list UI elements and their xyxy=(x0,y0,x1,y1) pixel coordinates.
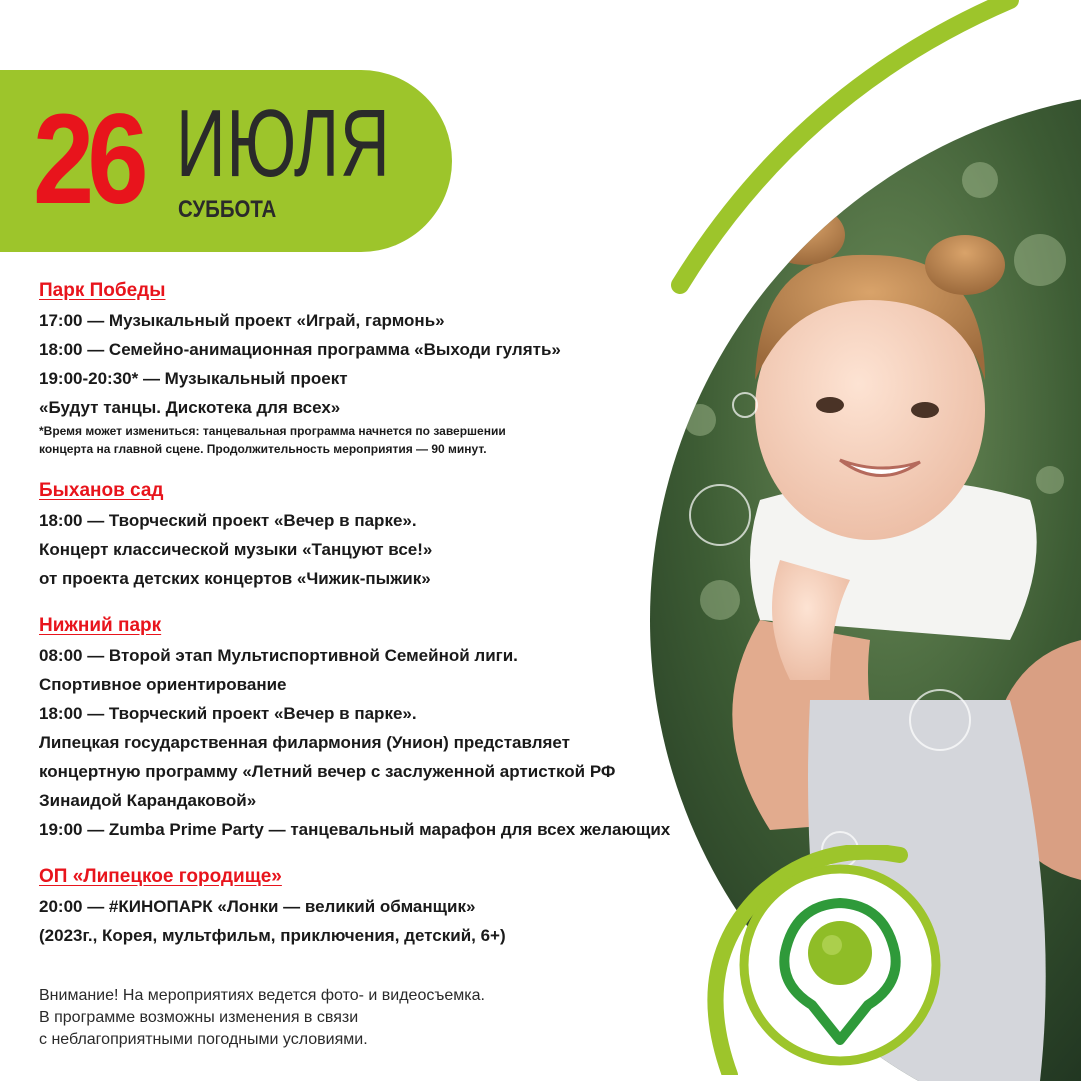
venue-title: Парк Победы xyxy=(39,280,166,301)
venue-park-pobedy xyxy=(39,280,739,458)
event-line: 08:00 — Второй этап Мультиспортивной Семейной лиги. xyxy=(39,646,518,665)
date-day: 26 xyxy=(33,88,142,231)
event-schedule xyxy=(39,280,739,972)
venue-bykhanov-sad xyxy=(39,480,739,593)
event-line: 18:00 — Творческий проект «Вечер в парке». xyxy=(39,511,417,530)
event-line: Концерт классической музыки «Танцуют все!» xyxy=(39,540,433,559)
event-line: 19:00 — Zumba Prime Party — танцевальный марафон для всех желающих xyxy=(39,820,671,839)
event-line: 18:00 — Семейно-анимационная программа «Выходи гулять» xyxy=(39,340,561,359)
date-weekday: СУББОТА xyxy=(178,196,277,223)
event-line: концертную программу «Летний вечер с заслуженной артисткой РФ xyxy=(39,762,616,781)
event-line: Зинаидой Карандаковой» xyxy=(39,791,257,810)
date-month: ИЮЛЯ xyxy=(176,90,391,197)
venue-nizhniy-park xyxy=(39,615,739,844)
event-line: 17:00 — Музыкальный проект «Играй, гармонь» xyxy=(39,311,445,330)
event-line: 19:00-20:30* — Музыкальный проект xyxy=(39,369,348,388)
event-line: (2023г., Корея, мультфильм, приключения, детский, 6+) xyxy=(39,926,506,945)
event-line: от проекта детских концертов «Чижик-пыжик» xyxy=(39,569,431,588)
venue-lipetskoe-gorodishche xyxy=(39,866,739,950)
venue-title: ОП «Липецкое городище» xyxy=(39,866,282,887)
event-line: Спортивное ориентирование xyxy=(39,675,287,694)
event-line: Липецкая государственная филармония (Унион) представляет xyxy=(39,733,570,752)
event-line: 20:00 — #КИНОПАРК «Лонки — великий обманщик» xyxy=(39,897,476,916)
location-pin-icon xyxy=(700,845,960,1075)
venue-title: Нижний парк xyxy=(39,615,162,636)
venue-title: Быханов сад xyxy=(39,480,164,501)
event-note: *Время может измениться: танцевальная программа начнется по завершении xyxy=(39,424,506,438)
event-line: «Будут танцы. Дискотека для всех» xyxy=(39,398,341,417)
disclaimer xyxy=(39,985,599,1051)
disclaimer-line: Внимание! На мероприятиях ведется фото- и видеосъемка. xyxy=(39,987,485,1004)
disclaimer-line: В программе возможны изменения в связи xyxy=(39,1009,359,1026)
event-note: концерта на главной сцене. Продолжительность мероприятия — 90 минут. xyxy=(39,442,487,456)
event-line: 18:00 — Творческий проект «Вечер в парке». xyxy=(39,704,417,723)
disclaimer-line: с неблагоприятными погодными условиями. xyxy=(39,1031,368,1048)
